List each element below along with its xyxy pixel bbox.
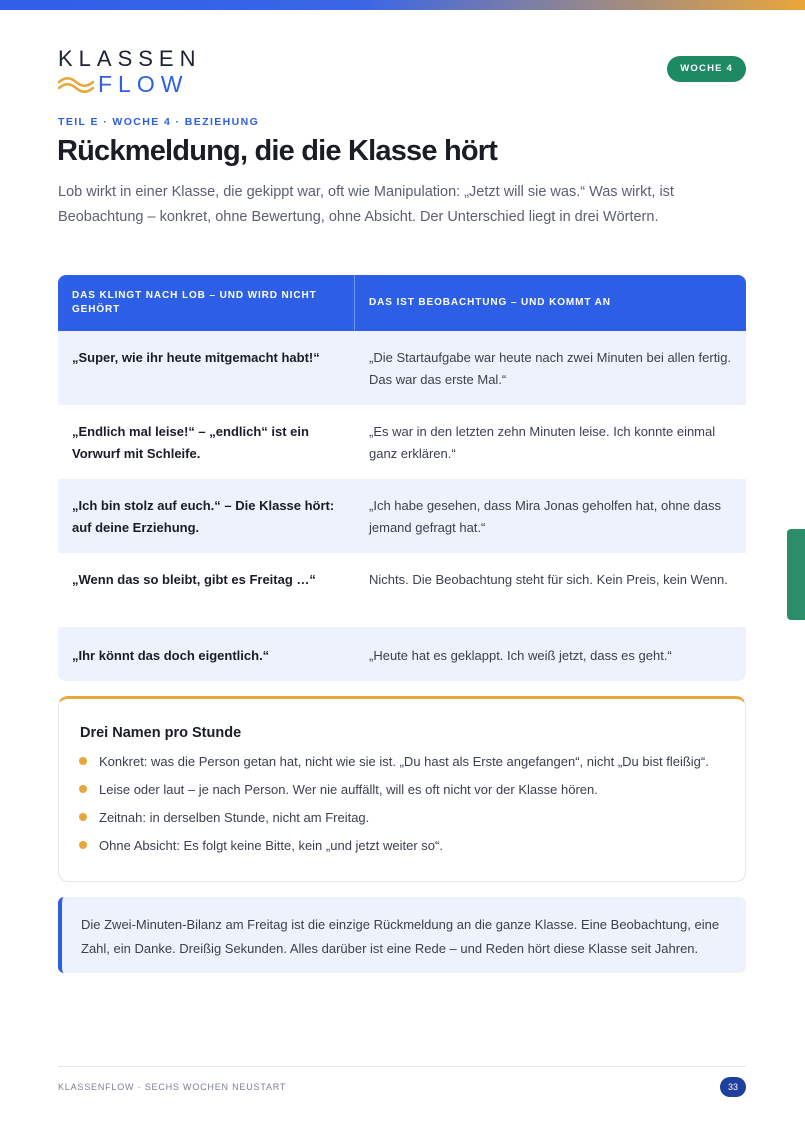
tip-text: Zeitnah: in derselben Stunde, nicht am Freitag. <box>99 809 370 825</box>
wave-icon <box>58 75 94 93</box>
week-badge: WOCHE 4 <box>667 56 746 82</box>
praise-cell: „Ihr könnt das doch eigentlich.“ <box>72 648 270 663</box>
bullet-dot-icon <box>79 813 87 821</box>
logo-wordmark-top: KLASSEN <box>58 46 202 71</box>
observation-cell: „Die Startaufgabe war heute nach zwei Minuten bei allen fertig. Das war das erste Mal.“ <box>369 350 732 387</box>
page-title: Rückmeldung, die die Klasse hört <box>57 135 498 167</box>
bullet-dot-icon <box>79 785 87 793</box>
tip-list <box>79 747 739 859</box>
header-praise: DAS KLINGT NACH LOB – UND WIRD NICHT GEHÖRT <box>58 275 355 331</box>
observation-cell: Nichts. Die Beobachtung steht für sich. Kein Preis, kein Wenn. <box>369 572 728 587</box>
list-item <box>79 831 739 859</box>
tip-title: Drei Namen pro Stunde <box>80 725 242 741</box>
bullet-dot-icon <box>79 757 87 765</box>
tip-text: Leise oder laut – je nach Person. Wer nie auffällt, will es oft nicht vor der Klasse hören. <box>99 781 598 797</box>
note-callout: Die Zwei-Minuten-Bilanz am Freitag ist die einzige Rückmeldung an die ganze Klasse. Eine Beobachtung, eine Zahl, ein Danke. Dreißig Sekunden. Alles darüber ist eine Rede – und Reden hört diese Klasse seit Jahren. <box>58 897 746 973</box>
bullet-dot-icon <box>79 841 87 849</box>
section-kicker: TEIL E · WOCHE 4 · BEZIEHUNG <box>58 116 260 128</box>
tip-text: Konkret: was die Person getan hat, nicht wie sie ist. „Du hast als Erste angefangen“, nicht „Du bist fleißig“. <box>99 753 709 769</box>
observation-cell: „Es war in den letzten zehn Minuten leise. Ich konnte einmal ganz erklären.“ <box>369 424 716 461</box>
tip-box <box>58 696 746 882</box>
footer-text: KLASSENFLOW · SECHS WOCHEN NEUSTART <box>58 1082 287 1092</box>
praise-cell: „Wenn das so bleibt, gibt es Freitag …“ <box>72 572 316 587</box>
observation-cell: „Ich habe gesehen, dass Mira Jonas geholfen hat, ohne dass jemand gefragt hat.“ <box>369 498 721 535</box>
chapter-side-tab <box>787 529 805 620</box>
logo-wordmark-bottom: FLOW <box>98 71 189 97</box>
praise-cell: „Super, wie ihr heute mitgemacht habt!“ <box>72 350 320 365</box>
top-gradient-bar <box>0 0 805 10</box>
page-number: 33 <box>720 1077 746 1097</box>
table-header <box>58 275 746 331</box>
list-item <box>79 747 739 775</box>
footer-divider <box>58 1066 746 1067</box>
tip-text: Ohne Absicht: Es folgt keine Bitte, kein „und jetzt weiter so“. <box>99 837 443 853</box>
praise-cell: „Ich bin stolz auf euch.“ – Die Klasse hört: auf deine Erziehung. <box>72 498 335 535</box>
list-item <box>79 775 739 803</box>
table-row <box>58 405 746 479</box>
list-item <box>79 803 739 831</box>
comparison-table <box>58 275 746 681</box>
table-row <box>58 627 746 681</box>
table-row <box>58 553 746 627</box>
observation-cell: „Heute hat es geklappt. Ich weiß jetzt, dass es geht.“ <box>369 648 672 663</box>
table-row <box>58 331 746 405</box>
header-observation: DAS IST BEOBACHTUNG – UND KOMMT AN <box>369 297 611 308</box>
logo <box>58 47 202 97</box>
praise-cell: „Endlich mal leise!“ – „endlich“ ist ein Vorwurf mit Schleife. <box>72 424 309 461</box>
intro-paragraph: Lob wirkt in einer Klasse, die gekippt war, oft wie Manipulation: „Jetzt will sie was.“ Was wirkt, ist Beobachtung – konkret, ohne Bewertung, ohne Absicht. Der Unterschied liegt in drei Wörtern. <box>58 184 674 225</box>
table-row <box>58 479 746 553</box>
